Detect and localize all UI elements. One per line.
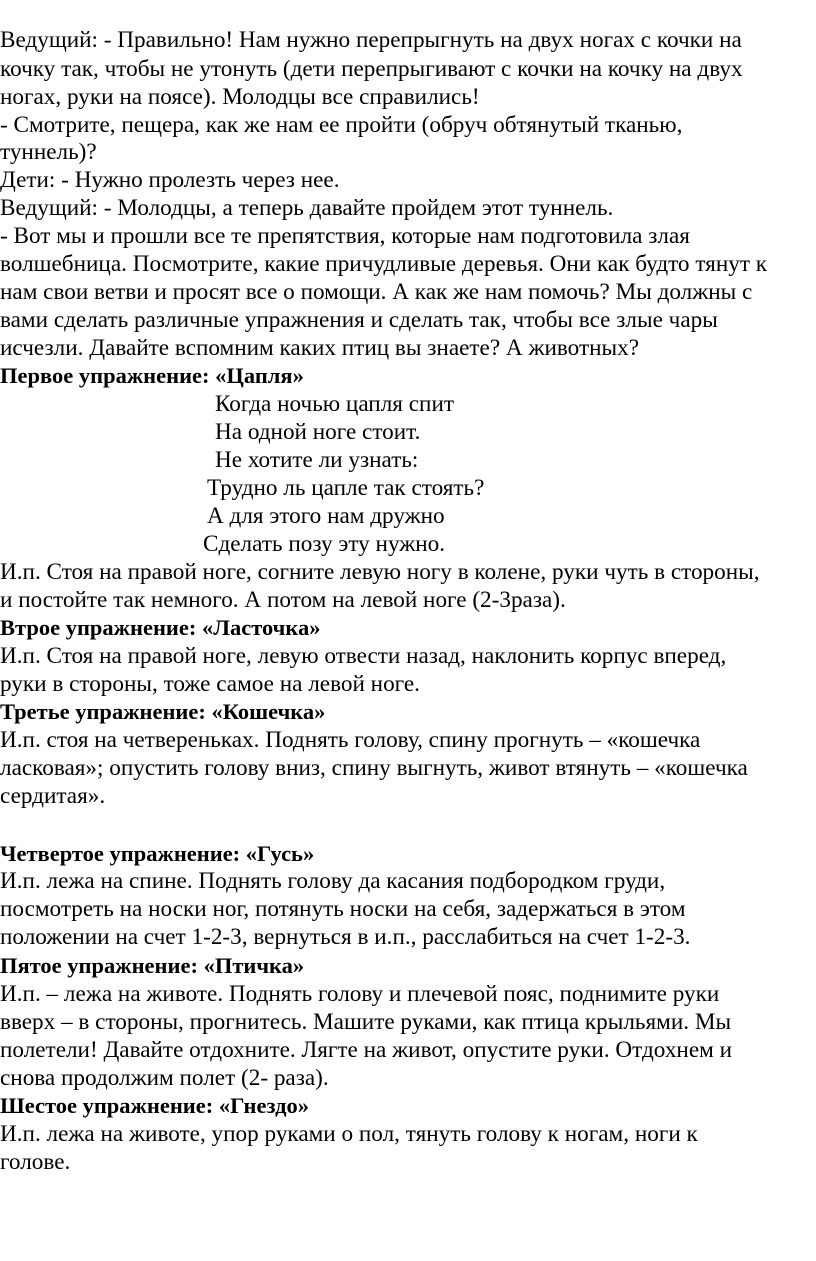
text-line: И.п. – лежа на животе. Поднять голову и плечевой пояс, поднимите руки bbox=[0, 981, 720, 1007]
text-line: - Вот мы и прошли все те препятствия, которые нам подготовила злая bbox=[0, 223, 690, 249]
exercise-heading: Втрое упражнение: «Ласточка» bbox=[0, 615, 321, 640]
text-line: руки в стороны, тоже самое на левой ноге. bbox=[0, 671, 420, 697]
text-line: Ведущий: - Молодцы, а теперь давайте пройдем этот туннель. bbox=[0, 195, 614, 221]
text-line: вверх – в стороны, прогнитесь. Машите руками, как птица крыльями. Мы bbox=[0, 1009, 732, 1035]
text-line: И.п. Стоя на правой ноге, согните левую ногу в колене, руки чуть в стороны, bbox=[0, 559, 760, 585]
text-line: сердитая». bbox=[0, 783, 106, 809]
text-line: И.п. Стоя на правой ноге, левую отвести назад, наклонить корпус вперед, bbox=[0, 643, 727, 669]
poem-line: На одной ноге стоит. bbox=[215, 419, 421, 445]
text-line: исчезли. Давайте вспомним каких птиц вы знаете? А животных? bbox=[0, 335, 639, 361]
poem-line: Когда ночью цапля спит bbox=[215, 391, 454, 417]
text-line: голове. bbox=[0, 1149, 71, 1175]
text-line: и постойте так немного. А потом на левой ноге (2-3раза). bbox=[0, 587, 566, 613]
exercise-heading: Пятое упражнение: «Птичка» bbox=[0, 953, 305, 978]
text-line: снова продолжим полет (2- раза). bbox=[0, 1065, 329, 1091]
poem-line: Трудно ль цапле так стоять? bbox=[207, 475, 485, 501]
text-line: И.п. лежа на спине. Поднять голову да касания подбородком груди, bbox=[0, 868, 666, 894]
text-line: положении на счет 1-2-3, вернуться в и.п., расслабиться на счет 1-2-3. bbox=[0, 924, 691, 950]
text-line: вами сделать различные упражнения и сделать так, чтобы все злые чары bbox=[0, 307, 718, 333]
exercise-heading: Четвертое упражнение: «Гусь» bbox=[0, 841, 315, 866]
exercise-heading: Первое упражнение: «Цапля» bbox=[0, 363, 304, 388]
text-line: кочку так, чтобы не утонуть (дети перепрыгивают с кочки на кочку на двух bbox=[0, 56, 743, 82]
text-line: ногах, руки на поясе). Молодцы все справились! bbox=[0, 84, 480, 110]
text-line: полетели! Давайте отдохните. Лягте на живот, опустите руки. Отдохнем и bbox=[0, 1037, 732, 1063]
text-line: туннель)? bbox=[0, 139, 97, 165]
text-line: нам свои ветви и просят все о помощи. А как же нам помочь? Мы должны с bbox=[0, 279, 753, 305]
text-line: И.п. лежа на животе, упор руками о пол, тянуть голову к ногам, ноги к bbox=[0, 1121, 698, 1147]
text-line: посмотреть на носки ног, потянуть носки на себя, задержаться в этом bbox=[0, 896, 686, 922]
exercise-heading: Шестое упражнение: «Гнездо» bbox=[0, 1093, 310, 1118]
text-line: ласковая»; опустить голову вниз, спину выгнуть, живот втянуть – «кошечка bbox=[0, 755, 748, 781]
text-line: волшебница. Посмотрите, какие причудливые деревья. Они как будто тянут к bbox=[0, 251, 768, 277]
text-line: - Смотрите, пещера, как же нам ее пройти (обруч обтянутый тканью, bbox=[0, 112, 683, 138]
poem-line: Не хотите ли узнать: bbox=[215, 447, 419, 473]
text-line: Ведущий: - Правильно! Нам нужно перепрыгнуть на двух ногах с кочки на bbox=[0, 27, 742, 53]
text-line: И.п. стоя на четвереньках. Поднять голову, спину прогнуть – «кошечка bbox=[0, 727, 701, 753]
poem-line: А для этого нам дружно bbox=[207, 503, 445, 529]
exercise-heading: Третье упражнение: «Кошечка» bbox=[0, 699, 326, 724]
poem-line: Сделать позу эту нужно. bbox=[203, 531, 446, 557]
text-line: Дети: - Нужно пролезть через нее. bbox=[0, 167, 340, 193]
